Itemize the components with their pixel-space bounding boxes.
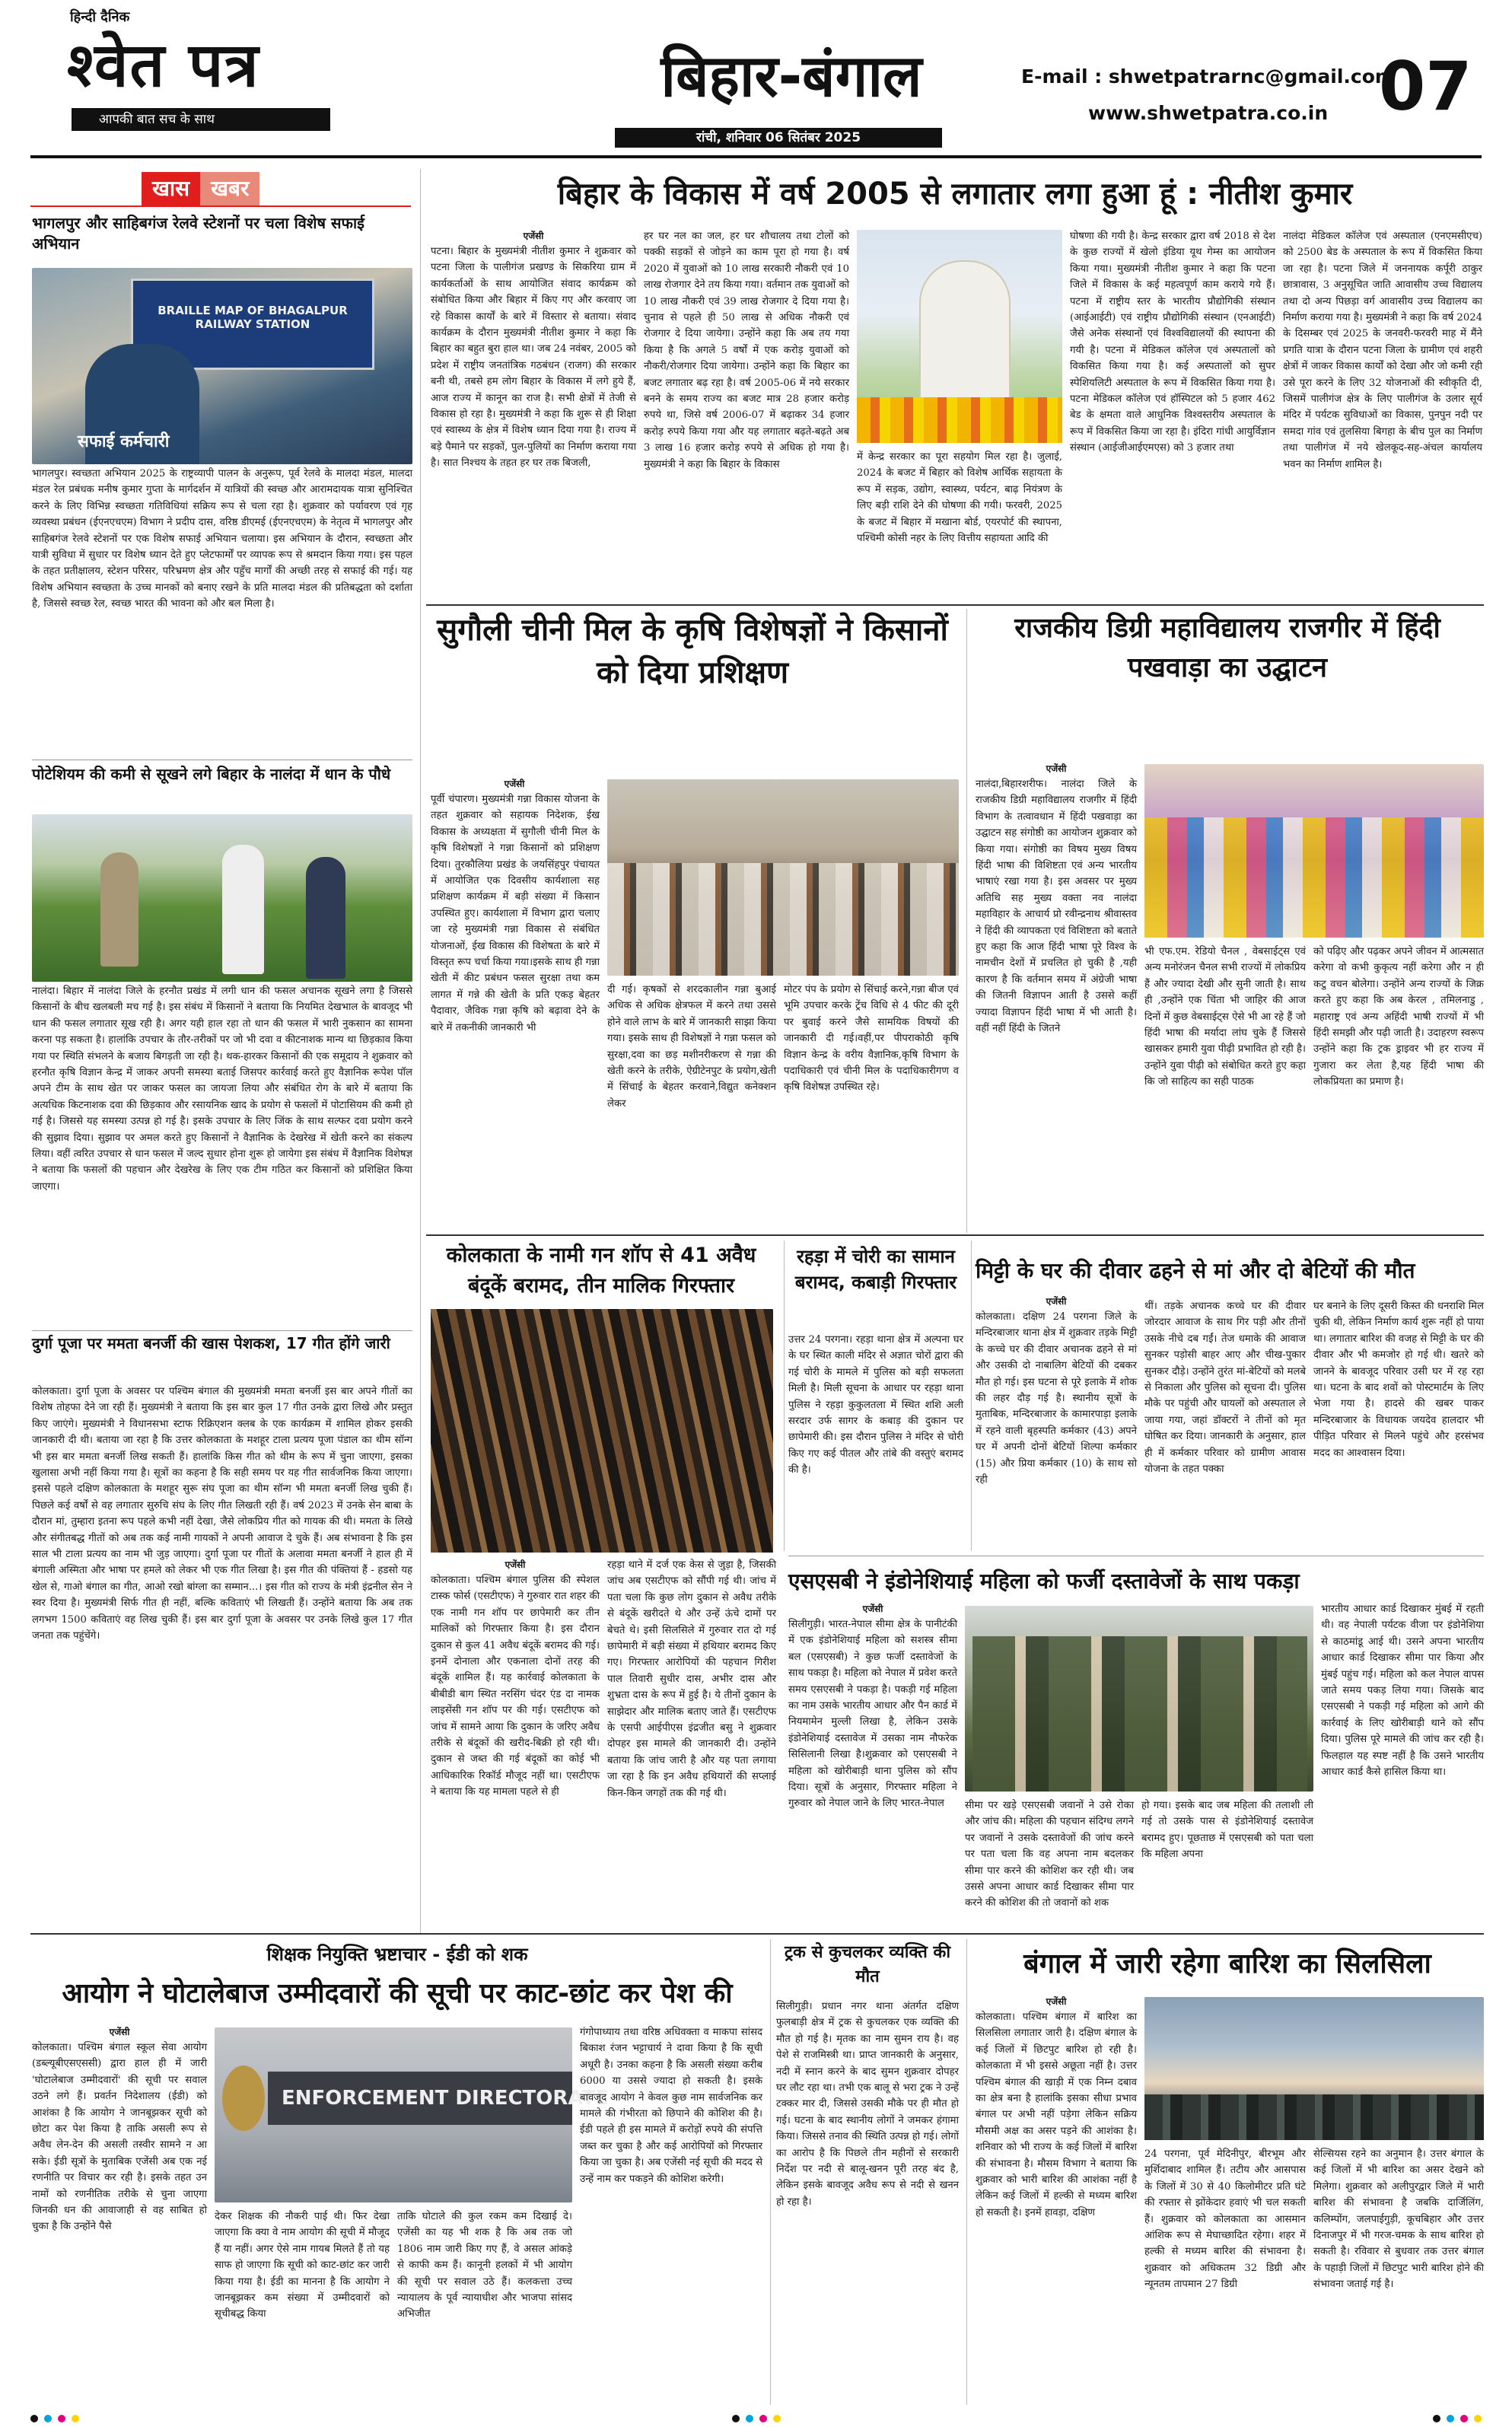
rajgir-col-3: को पढ़िए और पढ़कर अपने जीवन में आत्मसात करेगा वो कभी कुकृत्य नहीं करेगा और न ही कटु वचन बोलेगा। उन्होंने अन्य राज्यों के जिक्र करते हुए कहा कि अब केरल , तमिलनाडु , महाराष्ट्र एवं अन्य अहिंदी भाषी राज्यों में भी हिंदी समझी और पढ़ी जाती है। उदाहरण स्वरूप उन्होंने कहा कि ट्रक ड्राइवर भी हर राज्य में गुजारा कर लेता है,यह हिंदी भाषा की लोकप्रियता का प्रमाण है। — [1313, 946, 1484, 1088]
wall-agency: एजेंसी — [1046, 1296, 1067, 1307]
lead-col-4: घोषणा की गयी है। केन्द्र सरकार द्वारा वर्ष 2018 से देश के कुछ राज्यों में खेलो इंडिया यूथ गेम्स का आयोजन किया गया। मुख्यमंत्री नीतीश कुमार ने कहा कि पटना जिले में विकास के कई महत्वपूर्ण काम कराये गये हैं। पटना में राष्ट्रीय स्तर के भारतीय प्रौद्योगिकी संस्थान (आईआईटी) एवं राष्ट्रीय प्रौद्योगिकी संस्थान (एनआईटी) जैसे अनेक संस्थानों एवं विश्वविद्यालयों की स्थापना की गयी है। पटना में मेडिकल कॉलेज एवं अस्पतालों को विकसित किया गया है। कई अस्पतालों को सुपर स्पेशियलिटी अस्पताल के रूप में विकसित किया गया है। पटना मेडिकल कॉलेज एवं हॉस्पिटल को 5 हजार 462 बेड के क्षमता वाले आधुनिक विश्वस्तरीय अस्पताल के रूप में विकसित किया जा रहा है। इंदिरा गांधी आयुर्विज्ञान संस्थान (आईजीआईएमएस) को 3 हजार तथा — [1070, 231, 1275, 454]
jawans-row — [972, 1636, 1307, 1792]
rahra-headline: रहड़ा में चोरी का सामान बरामद, कबाड़ी गिरफ्तार — [794, 1246, 957, 1293]
ssb-agency: एजेंसी — [862, 1604, 883, 1614]
ed-headline: आयोग ने घोटालेबाज उम्मीदवारों की सूची पर काट-छांट कर पेश की — [62, 1978, 733, 2009]
lead-agency: एजेंसी — [523, 231, 544, 241]
wall-headline: मिट्टी के घर की दीवार ढहने से मां और दो बेटियों की मौत — [976, 1258, 1415, 1283]
masthead-rule — [30, 155, 1482, 158]
ed-kicker: शिक्षक नियुक्ति भ्रष्टाचार - ईडी को शक — [266, 1944, 528, 1965]
rain-agency: एजेंसी — [1046, 1996, 1067, 2007]
wall-col-3: घर बनाने के लिए दूसरी किस्त की धनराशि मिल चुकी थी, लेकिन निर्माण कार्य शुरू नहीं हो पाया था। लगातार बारिश की वजह से मिट्टी के घर की दीवार और भी कमजोर हो गई थी। खतरे को जानने के बावजूद परिवार उसी घर में रह रहा था। घटना के बाद शवों को पोस्टमार्टम के लिए भेजा गया है। हादसे की खबर पाकर मन्दिरबाजार के विधायक जयदेव हालदार भी पीड़ित परिवार से मिलने पहुंचे और हरसंभव मदद का आश्वासन दिया। — [1313, 1301, 1484, 1459]
lead-bottom-rule — [426, 604, 1484, 606]
braille-map-text: BRAILLE MAP OF BHAGALPUR RAILWAY STATION — [158, 304, 348, 331]
ed-col-1: कोलकाता। पश्चिम बंगाल स्कूल सेवा आयोग (डब्ल्यूबीएसएससी) द्वारा हाल ही में जारी 'घोटालेबाज उम्मीदवारों' की सूची पर सवाल उठने लगे हैं। प्रवर्तन निदेशालय (ईडी) को आशंका है कि आयोग ने जानबूझकर सूची को छोटा कर पेश किया है ताकि असली रूप से अवैध लेन-देन की असली तस्वीर सामने न आ सके। ईडी सूत्रों के मुताबिक एजेंसी अब एक नई रणनीति पर विचार कर रही है। इसके तहत उन नामों को रणनीतिक तरीके से चुना जाएगा जिनकी धन की आवाजाही से वह साबित हो चुका है कि उन्होंने पैसे — [32, 2042, 207, 2233]
arms-agency: एजेंसी — [505, 1559, 526, 1570]
page-number: 07 — [1379, 47, 1472, 126]
guests-row — [1144, 817, 1484, 938]
website[interactable]: www.shwetpatra.co.in — [1088, 102, 1329, 124]
sugauli-col-2: दी गई। कृषकों से शरदकालीन गन्ना बुआई अधिक से अधिक क्षेत्रफल में करने तथा उससे होने वाले लाभ के बारे में जानकारी साझा किया गया। इसके साथ ही विशेषज्ञों ने गन्ना फसल को सुरक्षा,दवा का छड़ मशीनरीकरण से गन्ना की खेती करने के तरीके, ऐग्रीटेनपुट के प्रयोग,खेती में सिंचाई के बेहतर करवाने,विद्युत कनेक्शन लेकर — [607, 984, 776, 1110]
mid-rule — [426, 1234, 1484, 1236]
reg-mark-center — [732, 2415, 781, 2422]
lead-col-3: में केन्द्र सरकार का पूरा सहयोग मिल रहा है। जुलाई, 2024 के बजट में बिहार को विशेष आर्थिक सहायता के रूप में सड़क, उद्योग, स्वास्थ्य, पर्यटन, बाढ़ नियंत्रण के लिए बड़ी राशि देने की घोषणा की गयी। फरवरी, 2025 के बजट में बिहार में मखाना बोर्ड, एयरपोर्ट की स्थापना, पश्चिमी कोसी नहर के लिए वित्तीय सहायता आदि की — [857, 451, 1062, 545]
rajgir-agency: एजेंसी — [1046, 763, 1067, 774]
truck-divider — [966, 1939, 967, 2405]
rain-col-3: सेल्सियस रहने का अनुमान है। उत्तर बंगाल के कई जिलों में भी बारिश का असर देखने को मिलेगा। शुक्रवार को अलीपुरद्वार जिले में भारी बारिश की संभावना है जबकि दार्जिलिंग, कलिम्पोंग, जलपाईगुड़ी, कूचबिहार और उत्तर दिनाजपुर में भी गरज-चमक के साथ बारिश हो सकती है। रविवार से बुधवार तक उत्तर बंगाल के पहाड़ी जिलों में छिटपुट भारी बारिश होने की संभावना जताई गई है। — [1313, 2148, 1484, 2291]
lead-col-5: नालंदा मेडिकल कॉलेज एवं अस्पताल (एनएमसीएच) को 2500 बेड के अस्पताल के रूप में विकसित किया जा रहा है। पटना जिले में जननायक कर्पूरी ठाकुर छात्रावास, 3 अनुसूचित जाति आवासीय उच्च विद्यालय तथा दो अन्य पिछड़ा वर्ग आवासीय उच्च विद्यालय का निर्माण कराया गया है। मुख्यमंत्री ने कहा कि वर्ष 2024 के दिसम्बर एवं 2025 के जनवरी-फरवरी माह में मैंने प्रगति यात्रा के दौरान पटना जिला के ग्रामीण एवं शहरी क्षेत्रों में जाकर विकास कार्यों को देखा और जो कमी रही उसे पूरा करने के लिए 32 योजनाओं की स्वीकृति दी, जिसमें पालीगंज क्षेत्र के लिए पालीगंज के उलार सूर्य मंदिर में पर्यटक सुविधाओं का विकास, पुनपुन नदी पर समदा गांव एवं तुलसिया बिगहा के बीच पुल का निर्माण तथा पालीगंज में नये खेलकूद-सह-अंचल कार्यालय भवन का निर्माण शामिल है। — [1283, 231, 1482, 470]
podium-flowers — [857, 397, 1062, 443]
nitish-kumar-photo — [857, 230, 1062, 443]
hindi-pakhwada-photo — [1144, 764, 1484, 938]
seized-guns-photo — [431, 1309, 773, 1553]
wall-col-1: कोलकाता। दक्षिण 24 परगना जिले के मन्दिरबाजार थाना क्षेत्र में शुक्रवार तड़के मिट्टी के कच्चे घर की दीवार अचानक ढहने से मां और उसकी दो नाबालिग बेटियों की दबकर मौत हो गई। इस घटना से पूरे इलाके में शोक की लहर दौड़ गई है। स्थानीय सूत्रों के मुताबिक, मन्दिरबाजार के कामारपाड़ा इलाके में रहने वाली बृहस्पति कर्मकार (43) अपने घर में अपनी दोनों बेटियों शिल्पा कर्मकार (15) और प्रिया कर्मकार (10) के साथ सो रही — [976, 1311, 1137, 1486]
lead-col-1: पटना। बिहार के मुख्यमंत्री नीतीश कुमार ने शुक्रवार को पटना जिला के पालीगंज प्रखण्ड के सिकरिया ग्राम में कार्यकर्ताओं के साथ आयोजित संवाद कार्यक्रम को संबोधित किया और बिहार में किए गए और करवाए जा रहे विकास कार्यों के बारे में विस्तार से बताया। संवाद कार्यक्रम के दौरान मुख्यमंत्री नीतीश कुमार ने कहा कि बिहार का बहुत बुरा हाल था। जब 24 नवंबर, 2005 को प्रदेश में राष्ट्रीय जनतांत्रिक गठबंधन (राजग) की सरकार बनी थी, तबसे हम लोग बिहार के विकास में लगे हुये हैं, आज राज्य में कानून का राज है। सभी क्षेत्रों में तेजी से विकास हो रहा है। मुख्यमंत्री ने कहा कि शुरू से ही शिक्षा एवं स्वास्थ्य के क्षेत्र में विशेष ध्यान दिया गया है। राज्य में बड़े पैमाने पर सड़कों, पुल-पुलियों का निर्माण कराया गया है। सात निश्चय के तहत हर घर तक बिजली, — [431, 246, 636, 470]
arms-col-2: रहड़ा थाने में दर्ज एक केस से जुड़ा है, जिसकी जांच अब एसटीएफ को सौंपी गई थी। जांच में पता चला कि कुछ लोग दुकान से अवैध तरीके से बंदूकें खरीदते थे और उन्हें ऊंचे दामों पर बेचते थे। इसी सिलसिले में गुरुवार रात दो गई छापेमारी में बड़ी संख्या में हथियार बरामद किए गए। गिरफ्तार आरोपियों की पहचान गिरीश पाल तिवारी सुधीर दास, अभीर दास और शुभ्रता दास के रूप में हुई है। ये तीनों दुकान के साझेदार और मालिक बताए जाते हैं। एसटीएफ के एसपी आईपीएस इंद्रजीत बसु ने शुक्रवार दोपहर इस मामले की जानकारी दी। उन्होंने बताया कि जांच जारी है और यह पता लगाया जा रहा है कि इन अवैध हथियारों की सप्लाई किन-किन जगहों तक की गई थी। — [607, 1559, 776, 1799]
khas-khabar-tag — [142, 172, 294, 205]
photo-caption: सफाई कर्मचारी — [78, 432, 170, 451]
audience-rows — [607, 863, 959, 976]
guns-stack — [431, 1309, 773, 1553]
ed-board-text: ENFORCEMENT DIRECTORATE — [282, 2087, 610, 2110]
ssb-col-4: भारतीय आधार कार्ड दिखाकर मुंबई में रहती थी। वह नेपाली पर्यटक वीजा पर इंडोनेशिया से काठमांडू आई थी। उसने अपना भारतीय आधार कार्ड दिखाकर सीमा पार किया और मुंबई पहुंच गई। महिला को कल नेपाल वापस जाते समय पकड़ लिया गया। जिसके बाद एसएसबी ने पकड़ी गई महिला को आगे की कार्रवाई के लिए खोरीबाड़ी थाने को सौंप दिया। पुलिस पूरे मामले की जांच कर रही है। फिलहाल यह स्पष्ट नहीं है कि उसने भारतीय आधार कार्ड कैसे हासिल किया था। — [1321, 1604, 1484, 1779]
paddy-field-photo — [32, 814, 412, 982]
ssb-headline: एसएसबी ने इंडोनेशियाई महिला को फर्जी दस्तावेजों के साथ पकड़ा — [788, 1569, 1300, 1594]
ssb-col-1: सिलीगुड़ी। भारत-नेपाल सीमा क्षेत्र के पानीटंकी में एक इंडोनेशियाई महिला को सशस्त्र सीमा बल (एसएसबी) ने कुछ फर्जी दस्तावेजों के साथ पकड़ा है। महिला को नेपाल में प्रवेश करते समय एसएसबी ने पकड़ा है। पकड़ी गई महिला का नाम उसके भारतीय आधार और पैन कार्ड में नियमामेन मुल्ली लिखा है, लेकिन उसके इंडोनेशियाई दस्तावेज में उसका नाम नौफरेक सिसिलानी लिखा है।शुक्रवार को एसएसबी ने महिला को खोरीबाड़ी थाना पुलिस को सौंप दिया। सूत्रों के अनुसार, गिरफ्तार महिला ने गुरुवार को नेपाल जाने के लिए भारत-नेपाल — [788, 1619, 957, 1810]
sidebar-rule-2 — [32, 1330, 412, 1331]
sugauli-agency: एजेंसी — [504, 779, 525, 789]
rajgir-headline: राजकीय डिग्री महाविद्यालय राजगीर में हिंदी पखवाड़ा का उद्घाटन — [1014, 613, 1440, 683]
sidebar-story-3-title: दुर्गा पूजा पर ममता बनर्जी की खास पेशकश, 17 गीत होंगे जारी — [32, 1334, 390, 1352]
sugauli-divider — [966, 609, 967, 1233]
rahra-body: उत्तर 24 परगना। रहड़ा थाना क्षेत्र में अल्पना घर के घर स्थित काली मंदिर से अज्ञात चोरों द्वारा की गई चोरी के मामले में पुलिस को बड़ी सफलता मिली है। मिली सूचना के आधार पर रहड़ा थाना पुलिस ने रहड़ा कुकुलतला में स्थित शशि अली सरदार उर्फ सागर के कबाड़ की दुकान पर छापेमारी की। इस दौरान पुलिस ने मंदिर से चोरी किए गए कई पीतल और तांबे की वस्तुएं बरामद की है। — [788, 1334, 963, 1476]
ed-col-3: ताकि घोटाले की कुल रकम कम दिखाई दे। एजेंसी का यह भी शक है कि अब तक जो 1806 नाम जारी किए गए हैं, वे असल आंकड़े से काफी कम हैं। कानूनी हलकों में भी आयोग की सूची पर सवाल उठे हैं। कलकत्ता उच्च न्यायालय के पूर्व न्यायाधीश और भाजपा सांसद अभिजीत — [397, 2211, 572, 2320]
ed-divider — [770, 1939, 771, 2405]
ssb-col-3: हो गया। इसके बाद जब महिला की तलाशी ली गई तो उसके पास से इंडोनेशियाई दस्तावेज बरामद हुए। पूछताछ में एसएसबी को पता चला कि महिला अपना — [1141, 1800, 1313, 1861]
ed-emblem — [222, 2065, 265, 2131]
section-title: बिहार-बंगाल — [661, 42, 922, 110]
ssb-col-2: सीमा पर खड़े एसएसबी जवानों ने उसे रोका और जांच की। महिला की पहचान संदिग्ध लगने पर जवानों ने उसके दस्तावेजों की जांच करने पर पता चला कि वह अपना नाम बदलकर सीमा पार करने की कोशिश कर रही थी। जब उससे अपना आधार कार्ड दिखाकर सीमा पार करने की कोशिश की तो जवानों को शक — [965, 1800, 1134, 1909]
speaker-figure — [919, 260, 1011, 405]
ed-agency: एजेंसी — [109, 2027, 130, 2037]
footer-registration-marks — [30, 2414, 1482, 2423]
railway-cleaning-photo — [32, 268, 412, 464]
truck-body: सिलीगुड़ी। प्रधान नगर थाना अंतर्गत दक्षिण फुलबाड़ी क्षेत्र में ट्रक से कुचलकर एक व्यक्ति की मौत हो गई है। मृतक का नाम सुमन राय है। वह पेशे से राजमिस्त्री था। प्राप्त जानकारी के अनुसार, नदी में स्नान करने के बाद सुमन शुक्रवार दोपहर घर लौट रहा था। तभी एक बालू से भरा ट्रक ने उन्हें टक्कर मार दी, जिससे उसकी मौके पर ही मौत हो गई। घटना के बाद स्थानीय लोगों ने जमकर हंगामा किया। जिससे तनाव की स्थिति उत्पन्न हो गई। लोगों का आरोप है कि पिछले तीन महीनों से सरकारी निर्देश पर नदी से बालू-खनन पूरी तरह बंद है, लेकिन इसके बावजूद अवैध रूप से नदी से खनन हो रहा है। — [776, 2001, 959, 2208]
ed-office-photo — [215, 2027, 610, 2202]
email[interactable]: E-mail : shwetpatrarnc@gmail.com — [1021, 65, 1395, 88]
rain-headline: बंगाल में जारी रहेगा बारिश का सिलसिला — [1023, 1948, 1431, 1980]
tagline — [72, 108, 330, 131]
rain-sky-photo — [1144, 1997, 1484, 2140]
rain-col-1: कोलकाता। पश्चिम बंगाल में बारिश का सिलसिला लगातार जारी है। दक्षिण बंगाल के कई जिलों में छिटपुट बारिश हो रही है। कोलकाता में भी इससे अछूता नहीं है। उत्तर पश्चिम बंगाल की खाड़ी में एक निम्न दबाव का क्षेत्र बना है हालांकि इसका सीधा प्रभाव बंगाल पर अभी नहीं पड़ेगा लेकिन सक्रिय मौसमी अक्ष का असर पड़ने की आशंका है। शनिवार को भी राज्य के कई जिलों में बारिश की संभावना है। मौसम विभाग ने बताया कि शुक्रवार को भारी बारिश की आशंका नहीं है लेकिन कई जिलों में हल्की से मध्यम बारिश हो सकती है। इनमें हावड़ा, दक्षिण — [976, 2011, 1137, 2218]
khas-rule — [30, 205, 411, 207]
person-1 — [100, 852, 138, 967]
paper-name: श्वेत पत्र — [67, 30, 260, 100]
khas-label: खास — [142, 172, 200, 205]
rajgir-col-1: नालंदा,बिहारशरीफ। नालंदा जिले के राजकीय डिग्री महाविद्यालय राजगीर में हिंदी विभाग के तत्वावधान में हिंदी पखवाड़ा का उद्घाटन सह संगोष्ठी का आयोजन शुक्रवार को किया गया। संगोष्ठी का विषय मुख्य विषय हिंदी भाषा की विशिष्टता एवं अन्य भारतीय भाषाएं रखा गया है। इस अवसर पर मुख्य अतिथि सह मुख्य वक्ता नव नालंदा महाविहार के आचार्य प्रो रवीन्द्रनाथ श्रीवास्तव ने हिंदी की व्यापकता एवं विशिष्टता को बताते हुए कहा कि आज हिंदी भाषा पूरे विश्व के नामचीन देशों में प्रचलित हो चुकी है ,यही कारण है कि वर्तमान समय में अंग्रेजी भाषा की जितनी विज्ञापन आती है उससे कहीं ज्यादा विज्ञापन हिंदी भाषा में भी आती है। वहीं नहीं हिंदी के जितने — [976, 779, 1137, 1035]
rahra-divider — [971, 1241, 972, 1551]
khabar-label: खबर — [200, 172, 259, 205]
city-skyline — [1144, 2094, 1484, 2140]
dateline — [615, 128, 942, 148]
masthead — [0, 0, 1512, 145]
sidebar-story-1-title: भागलपुर और साहिबगंज रेलवे स्टेशनों पर चला विशेष सफाई अभियान — [32, 214, 364, 253]
arms-headline: कोलकाता के नामी गन शॉप से 41 अवैध बंदूकें बरामद, तीन मालिक गिरफ्तार — [446, 1244, 756, 1298]
farmers-training-photo — [607, 779, 959, 976]
lead-col-2: हर घर नल का जल, हर घर शौचालय तथा टोलों को पक्की सड़कों से जोड़ने का काम पूरा हो गया है। वर्ष 2020 में युवाओं को 10 लाख सरकारी नौकरी एवं 10 लाख रोजगार देने तय किया गया। वर्तमान तक युवाओं को 10 लाख नौकरी एवं 39 लाख रोजगार दे दिया गया है। चुनाव से पहले ही 50 लाख से अधिक नौकरी एवं रोजगार दे दिया जायेगा। उन्होंने कहा कि अब तय गया किया है कि अगले 5 वर्षों में एक करोड़ युवाओं को नौकरी/रोजगार दिया जायेगा। उन्होंने कहा कि बिहार का बजट लगातार बढ़ रहा है। वर्ष 2005-06 में नये सरकार बनने के समय राज्य का बजट मात्र 28 हजार करोड़ रुपये था, जिसे वर्ष 2006-07 में बढ़ाकर 34 हजार करोड़ रुपये किया गया और यह लगातार बढ़ते-बढ़ते अब 3 लाख 16 हजार करोड़ रुपये से अधिक हो गया है। मुख्यमंत्री ने कहा कि बिहार के विकास — [644, 231, 849, 470]
tagline-text: आपकी बात सच के साथ — [99, 112, 215, 127]
sidebar-story-2-title: पोटेशियम की कमी से सूखने लगे बिहार के नालंदा में धान के पौधे — [32, 765, 391, 783]
reg-mark-right — [1433, 2415, 1482, 2422]
arms-col-1: कोलकाता। पश्चिम बंगाल पुलिस की स्पेशल टास्क फोर्स (एसटीएफ) ने गुरुवार रात शहर की एक नामी गन शॉप पर छापेमारी कर तीन मालिकों को गिरफ्तार किया है। इस दौरान दुकान से कुल 41 अवैध बंदूकें बरामद की गई। इनमें दोनाला और एकनाला दोनों तरह की बंदूकें शामिल हैं। यह कार्रवाई कोलकाता के बीबीडी बाग स्थित नरसिंग चंदर एंड दा नामक लाइसेंसी गन शॉप पर की गई। एसटीएफ को जांच में सामने आया कि दुकान के जरिए अवैध तरीके से बंदूकों की खरीद-बिक्री हो रही थी। दुकान से जब्त की गई बंदूकों का कोई भी आधिकारिक रिकॉर्ड मौजूद नहीं था। एसटीएफ ने बताया कि यह मामला पहले से ही — [431, 1575, 600, 1798]
ed-col-2: देकर शिक्षक की नौकरी पाई थी। फिर देखा जाएगा कि क्या वे नाम आयोग की सूची में मौजूद हैं या नहीं। अगर ऐसे नाम गायब मिलते हैं तो यह साफ हो जाएगा कि सूची को काट-छांट कर जारी किया गया है। ईडी का मानना है कि आयोग ने जानबूझकर कम संख्या में उम्मीदवारों को सूचीबद्ध किया — [215, 2211, 390, 2320]
ed-col-4: गंगोपाध्याय तथा वरिष्ठ अधिवक्ता व माकपा सांसद बिकाश रंजन भट्टाचार्य ने दावा किया है कि सूची अधूरी है। उनका कहना है कि असली संख्या करीब 6000 या उससे ज्यादा हो सकती है। इसके बावजूद आयोग ने केवल कुछ नाम सार्वजनिक कर मामले की गंभीरता को छिपाने की कोशिश की है। ईडी पहले ही इस मामले में करोड़ों रुपये की संपत्ति जब्त कर चुका है और कई आरोपियों को गिरफ्तार किया जा चुका है। अब एजेंसी नई सूची की मदद से उन्हें नाम कर पकड़ने की कोशिश करेगी। — [580, 2027, 762, 2185]
wall-col-2: थीं। तड़के अचानक कच्चे घर की दीवार जोरदार आवाज के साथ गिर पड़ी और तीनों उसके नीचे दब गईं। तेज धमाके की आवाज सुनकर पड़ोसी बाहर आए और चीख-पुकार सुनकर दौड़े। उन्होंने तुरंत मां-बेटियों को मलबे से निकाला और पुलिस को सूचना दी। पुलिस मौके पर पहुंची और घायलों को अस्पताल ले जाया गया, जहां डॉक्टरों ने तीनों को मृत घोषित कर दिया। जानकारी के अनुसार, हाल ही में कर्मकार परिवार को ग्रामीण आवास योजना के तहत पक्का — [1144, 1301, 1306, 1476]
person-3 — [306, 857, 345, 979]
lower-rule — [30, 1933, 1484, 1935]
sugauli-headline: सुगौली चीनी मिल के कृषि विशेषज्ञों ने किसानों को दिया प्रशिक्षण — [437, 613, 948, 690]
arms-divider — [784, 1241, 785, 1551]
rajgir-col-2: भी एफ.एम. रेडियो चैनल , वेबसाईट्स एवं अन्य मनोरंजन चैनल सभी राज्यों में लोकप्रिय हैं और ज्यादा देखी और सुनी जाती है। साथ ही ,उन्होंने एक चिंता भी जाहिर की आज दिनों में कुछ वेबसाईट्स ऐसे भी आ रहे हैं जो हिंदी भाषा की मर्यादा लांघ चुके हैं जिससे खासकर हमारी युवा पीढ़ी प्रभावित हो रही है। उन्होंने युवा पीढ़ी को संबोधित करते हुए कहा कि जो साहित्य का सही पाठक — [1144, 946, 1306, 1088]
sidebar-story-2-body: नालंदा। बिहार में नालंदा जिले के हरनौत प्रखंड में लगी धान की फसल अचानक सूखने लगा है जिससे किसानों के बीच खलबली मच गई है। इस संबंध में किसानों ने बताया कि नियमित देखभाल के बावजूद भी धान की फसल लगातार सूख रही है। अगर यही हाल रहा तो धान की फसल में भारी नुकसान का सामना करना पड़ सकता है। हालांकि उपचार के तौर-तरीकों पर जो भी दवा व कीटनाशक मान्य था छिड़काव किया गया पर स्थिति संभलने के बजाय बिगड़ती जा रही है। थक-हारकर किसानों की एक समूदाय ने शुक्रवार को हरनौत कृषि विज्ञान केन्द्र में जाकर अपनी समस्या बताई जिसपर कार्रवाई करते हुए वैज्ञानिक रूपेश पॉल अपने टीम के साथ खेत पर जाकर फसल का जायजा लिया और संबंधित रोग के बारे में बताया कि अत्यधिक किटनाशक दवा की छिड़काव और रसायनिक खाद के प्रयोग से फसलों में पोटासियम की कमी हो गई है। जिससे यह समस्या उत्पन्न हो गई है। इसके उपचार के लिए जिंक के साथ सल्फर दवा प्रयोग करने की सुझाव दिया। सुझाव पर अमल करते हुए किसानों ने वैज्ञानिक के देखरेख में खेती करने का संकल्प लिया। वहीं त्वरित उपचार से धान फसल में जल्द सुधार होना शुरू हो जायेगा इस संबंध में वैज्ञानिक विशेषज्ञ ने बताया कि फसलों की पहचान और देखरेख के लिए एक टीम गठित कर किसानों को प्रशिक्षित किया जाएगा। — [32, 986, 412, 1193]
sugauli-col-3: मोटर पंप के प्रयोग से सिंचाई करने,गन्ना बीज एवं भूमि उपचार करके ट्रेंच विधि से 4 फीट की दूरी पर बुवाई करने जैसे सामयिक विषयों की जानकारी दी गई।वहीं,पर पीपराकोठी कृषि विज्ञान केन्द्र के वरीय वैज्ञानिक,कृषि विभाग के पदाधिकारी एवं चीनी मिल के पदाधिकारीगण व कृषि विशेषज्ञ उपस्थित रहे। — [784, 984, 959, 1094]
rain-col-2: 24 परगना, पूर्व मेदिनीपुर, बीरभूम और मुर्शिदाबाद शामिल हैं। तटीय और आसपास के जिलों में 30 से 40 किलोमीटर प्रति घंटे की रफ्तार से झोंकेदार हवाएं भी चल सकती हैं। शुक्रवार को कोलकाता का आसमान आंशिक रूप से मेघाच्छादित रहेगा। शहर में हल्की से मध्यम बारिश की संभावना है। शुक्रवार को अधिकतम 32 डिग्री और न्यूनतम तापमान 27 डिग्री — [1144, 2148, 1306, 2291]
dateline-text: रांची, शनिवार 06 सितंबर 2025 — [696, 130, 861, 145]
ssb-arrest-photo — [965, 1606, 1313, 1792]
ed-board — [268, 2072, 610, 2125]
sidebar-story-3-body: कोलकाता। दुर्गा पूजा के अवसर पर पश्चिम बंगाल की मुख्यमंत्री ममता बनर्जी इस बार अपने गीतों का विशेष तोहफा देने जा रही हैं। मुख्यमंत्री ने बताया कि इस बार कुल 17 गीत उनके द्वारा लिखे और प्रस्तुत किए जाएंगे। मुख्यमंत्री ने विधानसभा स्टाफ रिक्रिएशन क्लब के एक कार्यक्रम में शामिल होकर इसकी जानकारी दी थी। बताया जा रहा है कि उत्तर कोलकाता के मशहूर टाला प्रत्यय पूजा पंडाल का थीम सॉन्ग भी इस बार ममता बनर्जी लिख सकती हैं। हालांकि किस गीत को थीम के रूप में चुना जाएगा, इसका खुलासा अभी नहीं किया गया है। सूत्रों का कहना है कि सही समय पर यह गीत सार्वजनिक किया जाएगा। इससे पहले दक्षिण कोलकाता के मशहूर सुरू संघ पूजा का थीम सॉन्ग भी ममता बनर्जी लिख चुकी हैं। पिछले कई वर्षों से वह लगातार सुरुचि संघ के लिए गीत लिखती रही हैं। वर्ष 2023 में उनके सेन बाबा के दौरान मां, तुम्हारा इतना रूप पहले कभी नहीं देखा, जैसे लोकप्रिय गीत को गायक की थी। ममता के लिखे और संगीतबद्ध गीतों को अब तक कई नामी गायकों ने अपनी आवाज दे चुके हैं। अब संभावना है कि इस साल भी टाला प्रत्यय का नाम भी जुड़ जाएगा। दुर्गा पूजा पर गीतों के अलावा ममता बनर्जी ने हाल ही में बंगाली अस्मिता और भाषा पर हमले को लेकर भी एक गीत लिखा है। इस गीत की पंक्तियां हैं - हडसो यह खेल से, गाओ बंगाल का गीत, आओ रखो बांग्ला का सम्मान...। इस गीत को राज्य के मंत्री इंद्रनील सेन ने स्वर दिया है। मुख्यमंत्री सिर्फ गीत ही नहीं, बल्कि कविताएं भी लिखती हैं। उन्होंने बताया कि अब तक लगभग 1500 कविताएं वह लिख चुकी हैं। इस बार दुर्गा पूजा के अवसर पर उनके लिखे कुल 17 गीत जनता तक पहुंचेंगे। — [32, 1386, 412, 1642]
daily-label: हिन्दी दैनिक — [70, 9, 130, 25]
lead-headline: बिहार के विकास में वर्ष 2005 से लगातार लगा हुआ हूं : नीतीश कुमार — [557, 177, 1353, 212]
person-2 — [222, 845, 264, 974]
reg-mark-left — [30, 2415, 79, 2422]
sidebar-story-1-body: भागलपुर। स्वच्छता अभियान 2025 के राष्ट्रव्यापी पालन के अनुरूप, पूर्व रेलवे के मालदा मंडल, मालदा मंडल रेल प्रबंधक मनीष कुमार गुप्ता के मार्गदर्शन में यात्रियों की स्वच्छ और आरामदायक यात्रा सुनिश्चित करने के लिए विभिन्न स्वच्छता गतिविधियां सक्रिय रूप से चला रहा है। शुक्रवार को पर्यावरण एवं गृह व्यवस्था प्रबंधन (ईएनएचएम) विभाग ने प्रदीप दास, वरिष्ठ डीएमई (ईएनएचएम) के नेतृत्व में भागलपुर और साहिबगंज रेलवे स्टेशनों पर एक विशेष सफाई अभियान चलाया। इस अभियान के दौरान, स्वच्छता और यात्री सुविधा में सुधार पर विशेष ध्यान देते हुए प्लेटफार्मों पर व्यापक रूप से श्रमदान किया गया। इस पहल के तहत प्रतीक्षालय, स्टेशन परिसर, परिभ्रमण क्षेत्र और पहुँच मार्गों की अच्छी तरह से सफाई की गई। यह विशेष अभियान स्वच्छता के उच्च मानकों को बनाए रखने के प्रति मालदा मंडल की प्रतिबद्धता को दर्शाता है, जिससे स्वच्छ रेल, स्वच्छ भारत की भावना को और बल मिला है। — [32, 468, 412, 610]
truck-headline: ट्रक से कुचलकर व्यक्ति की मौत — [784, 1943, 951, 1986]
sidebar-divider — [420, 169, 421, 1933]
sugauli-col-1: पूर्वी चंपारण। मुख्यमंत्री गन्ना विकास योजना के तहत शुक्रवार को सहायक निदेशक, ईख विकास के अध्यक्षता में सुगौली चीनी मिल के कृषि विशेषज्ञों ने गन्ना किसानों को प्रशिक्षण दिया। तुरकौलिया प्रखंड के जयसिंहपुर पंचायत में आयोजित एक दिवसीय कार्यशाला सह प्रशिक्षण कार्यक्रम में बड़ी संख्या में किसान उपस्थित हुए। कार्यशाला में विभाग द्वारा चलाए जा रहे मुख्यमंत्री गन्ना विकास से संबंधित योजनाओं, ईख विकास की विशेषता के बारे में विस्तृत रूप चर्चा किया गया।इसके साथ ही गन्ना खेती में कीट प्रबंधन फसल सुरक्षा तथा कम लागत में गन्ने की खेती के प्रति एकड़ बेहतर पैदावार, जैविक गन्ना कृषि को बढ़ावा देने के बारे में तकनीकी जानकारी भी — [431, 794, 600, 1034]
